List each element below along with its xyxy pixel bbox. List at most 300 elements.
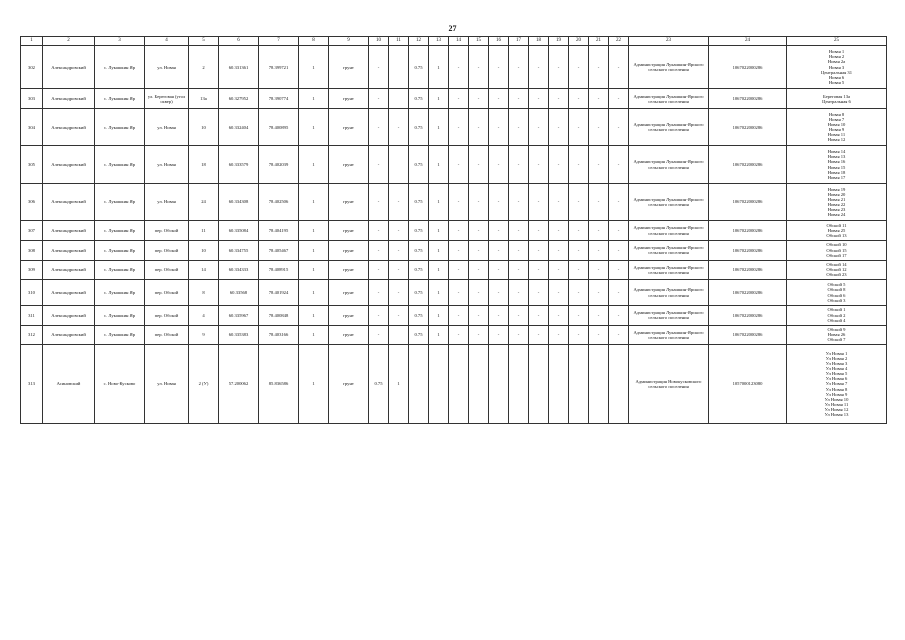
table-row	[21, 221, 887, 241]
column-number-cell: 13	[429, 37, 449, 46]
table-cell: -	[529, 240, 549, 260]
table-cell: 2	[189, 46, 219, 89]
table-cell: -	[389, 240, 409, 260]
address-line: Обской 10	[826, 242, 847, 248]
table-cell: 1	[429, 146, 449, 183]
table-cell: 1	[299, 240, 329, 260]
table-cell	[389, 146, 409, 183]
address-line: Ул Новая 1	[825, 350, 848, 356]
address-line: Ул Новая 5	[825, 371, 848, 377]
table-cell: -	[609, 46, 629, 89]
table-cell: -	[509, 183, 529, 220]
address-line: Новая 26	[827, 332, 846, 338]
address-line: Центральная 6	[822, 98, 851, 104]
table-cell: 1	[299, 280, 329, 306]
table-cell: с. Лукашкин Яр	[95, 46, 145, 89]
table-cell: -	[529, 325, 549, 345]
table-cell: -	[489, 305, 509, 325]
table-cell: -	[469, 280, 489, 306]
table-cell: Администрация Лукашкин-Ярского сельского поселения	[629, 146, 709, 183]
address-line: Новая 22	[827, 201, 846, 207]
table-cell	[429, 345, 449, 424]
table-cell: -	[589, 260, 609, 280]
column-number-cell: 9	[329, 37, 369, 46]
table-cell: 1	[299, 183, 329, 220]
table-cell: ул. Новая	[145, 183, 189, 220]
column-number-cell: 12	[409, 37, 429, 46]
table-cell: грунт	[329, 325, 369, 345]
column-number-cell: 18	[529, 37, 549, 46]
table-cell: -	[489, 221, 509, 241]
column-number-cell: 22	[609, 37, 629, 46]
address-line: Новая 7	[828, 116, 845, 122]
address-line: Обской 4	[827, 317, 846, 323]
table-cell: -	[569, 280, 589, 306]
table-cell: 309	[21, 260, 43, 280]
column-number-cell: 24	[709, 37, 787, 46]
table-cell: Александровский	[43, 260, 95, 280]
address-line: Обской 2	[827, 312, 846, 318]
address-line: Обской 6	[827, 292, 846, 298]
page-number: 27	[448, 24, 457, 33]
table-cell: Администрация Лукашкин-Ярского сельского поселения	[629, 183, 709, 220]
table-cell: 4	[189, 305, 219, 325]
table-cell: -	[369, 221, 389, 241]
addresses-cell	[787, 240, 887, 260]
table-cell: -	[449, 280, 469, 306]
address-line: Ул Новая 12	[824, 407, 849, 413]
table-cell: 0.75	[409, 108, 429, 145]
table-cell	[389, 89, 409, 109]
column-number-cell: 21	[589, 37, 609, 46]
table-cell: -	[569, 89, 589, 109]
table-cell: -	[589, 280, 609, 306]
table-cell: 1	[429, 221, 449, 241]
column-number-cell: 3	[95, 37, 145, 46]
table-cell: -	[449, 240, 469, 260]
table-cell: 1	[429, 280, 449, 306]
table-cell: Александровский	[43, 325, 95, 345]
table-cell: 1	[299, 89, 329, 109]
table-cell	[529, 345, 549, 424]
table-cell: 1057000123080	[709, 345, 787, 424]
table-cell: 307	[21, 221, 43, 241]
table-cell: -	[529, 221, 549, 241]
table-cell: -	[369, 305, 389, 325]
table-cell: грунт	[329, 345, 369, 424]
table-cell: грунт	[329, 280, 369, 306]
column-number-cell: 19	[549, 37, 569, 46]
table-cell: -	[569, 260, 589, 280]
table-cell: 1	[299, 260, 329, 280]
table-cell: -	[369, 183, 389, 220]
table-cell: -	[469, 146, 489, 183]
table-cell: 1067022000286	[709, 305, 787, 325]
address-line: Новая 18	[827, 169, 846, 175]
table-cell: грунт	[329, 240, 369, 260]
table-cell: -	[509, 325, 529, 345]
table-row	[21, 89, 887, 109]
table-cell: Администрация Лукашкин-Ярского сельского поселения	[629, 325, 709, 345]
address-line: Ул Новая 11	[824, 402, 849, 408]
address-line: Обской 1	[827, 307, 846, 313]
table-cell: -	[509, 46, 529, 89]
table-cell: -	[369, 46, 389, 89]
table-cell: -	[389, 221, 409, 241]
table-cell: 11	[189, 221, 219, 241]
table-cell: 60.335084	[219, 221, 259, 241]
table-cell: -	[549, 89, 569, 109]
table-cell: -	[469, 325, 489, 345]
table-cell: -	[549, 280, 569, 306]
column-number-cell: 25	[787, 37, 887, 46]
table-row	[21, 280, 887, 306]
table-cell: -	[609, 325, 629, 345]
address-line: Новая 16	[827, 159, 846, 165]
address-line: Новая 13	[827, 154, 846, 160]
table-cell: 313	[21, 345, 43, 424]
table-cell	[449, 345, 469, 424]
address-line: Новая 21	[827, 196, 846, 202]
address-line: Обской 5	[827, 282, 846, 288]
table-cell: -	[369, 260, 389, 280]
address-line: Новая 2	[828, 54, 845, 60]
table-cell: ул. Береговая (угол сквер)	[145, 89, 189, 109]
address-line: Ул Новая 8	[825, 386, 848, 392]
table-cell: Администрация Лукашкин-Ярского сельского поселения	[629, 108, 709, 145]
table-cell: 18	[189, 146, 219, 183]
table-cell: -	[489, 89, 509, 109]
addresses-cell	[787, 221, 887, 241]
addresses-cell	[787, 108, 887, 145]
table-cell: 14	[189, 260, 219, 280]
table-cell: пер. Обской	[145, 280, 189, 306]
table-cell: 0.75	[409, 325, 429, 345]
table-cell: 10	[189, 108, 219, 145]
table-cell: Александровский	[43, 305, 95, 325]
table-cell: Администрация Лукашкин-Ярского сельского поселения	[629, 89, 709, 109]
address-line: Новая 3	[828, 64, 845, 70]
table-cell: 60.331361	[219, 46, 259, 89]
table-cell: 1067022000286	[709, 240, 787, 260]
table-cell: -	[529, 46, 549, 89]
addresses-cell	[787, 280, 887, 306]
register-body	[21, 37, 887, 424]
address-line: Новая 19	[827, 186, 846, 192]
table-cell: 78.400895	[259, 108, 299, 145]
table-cell: грунт	[329, 89, 369, 109]
column-number-row	[21, 37, 887, 46]
table-cell: ул. Новая	[145, 146, 189, 183]
table-row	[21, 183, 887, 220]
table-cell: с. Ново-Кусково	[95, 345, 145, 424]
table-cell: 78.399721	[259, 46, 299, 89]
address-line: Ул Новая 9	[825, 391, 848, 397]
table-cell: 1	[299, 46, 329, 89]
table-cell: пер. Обской	[145, 305, 189, 325]
table-cell: -	[549, 46, 569, 89]
table-cell: -	[449, 305, 469, 325]
table-cell: с. Лукашкин Яр	[95, 325, 145, 345]
table-cell: ул. Новая	[145, 108, 189, 145]
table-cell: 1	[429, 305, 449, 325]
table-cell: Администрация Лукашкин-Ярского сельского поселения	[629, 260, 709, 280]
table-cell: -	[549, 108, 569, 145]
table-cell: 78.408915	[259, 260, 299, 280]
column-number-cell: 14	[449, 37, 469, 46]
table-cell: 1067022000286	[709, 89, 787, 109]
table-cell: -	[609, 280, 629, 306]
table-cell: -	[389, 280, 409, 306]
address-line: Обской 12	[826, 267, 847, 273]
table-cell: грунт	[329, 183, 369, 220]
table-cell: с. Лукашкин Яр	[95, 280, 145, 306]
address-line: Новая 11	[827, 132, 846, 138]
table-cell: -	[489, 260, 509, 280]
table-cell: Александровский	[43, 240, 95, 260]
table-cell: -	[529, 146, 549, 183]
register-sheet	[20, 36, 885, 424]
table-cell: -	[569, 221, 589, 241]
address-line: Новая 17	[827, 174, 846, 180]
table-cell: -	[529, 89, 549, 109]
table-cell: 1	[299, 325, 329, 345]
table-cell: с. Лукашкин Яр	[95, 221, 145, 241]
table-row	[21, 240, 887, 260]
table-cell: -	[549, 325, 569, 345]
address-line: Ул Новая 7	[825, 381, 848, 387]
table-cell: с. Лукашкин Яр	[95, 305, 145, 325]
table-cell: 24	[189, 183, 219, 220]
table-cell: 78.401924	[259, 280, 299, 306]
table-cell: -	[529, 183, 549, 220]
address-line: Центральная 31	[821, 69, 852, 75]
table-cell: -	[489, 108, 509, 145]
column-number-cell: 11	[389, 37, 409, 46]
table-cell	[469, 345, 489, 424]
address-line: Обской 14	[826, 262, 847, 268]
table-cell	[549, 345, 569, 424]
table-cell: 306	[21, 183, 43, 220]
table-cell: -	[569, 146, 589, 183]
table-cell: 1	[429, 108, 449, 145]
table-cell	[609, 345, 629, 424]
table-cell: 57.200062	[219, 345, 259, 424]
table-row	[21, 345, 887, 424]
table-cell: ул. Новая	[145, 345, 189, 424]
table-cell: 60.334308	[219, 183, 259, 220]
addresses-cell	[787, 345, 887, 424]
table-cell: 78.405467	[259, 240, 299, 260]
table-cell: 0.75	[409, 260, 429, 280]
table-cell: 78.402039	[259, 146, 299, 183]
table-cell: -	[529, 260, 549, 280]
table-cell: грунт	[329, 46, 369, 89]
table-row	[21, 46, 887, 89]
table-cell: -	[589, 221, 609, 241]
table-cell: -	[609, 146, 629, 183]
address-line: Новая 25	[827, 227, 846, 233]
table-cell: -	[509, 89, 529, 109]
table-cell: -	[569, 108, 589, 145]
table-cell: -	[609, 305, 629, 325]
table-cell: 1	[299, 221, 329, 241]
table-cell: Администрация Лукашкин-Ярского сельского поселения	[629, 221, 709, 241]
table-cell: 78.403166	[259, 325, 299, 345]
table-cell: -	[589, 46, 609, 89]
table-cell: Администрация Лукашкин-Ярского сельского поселения	[629, 305, 709, 325]
addresses-cell	[787, 325, 887, 345]
table-cell: Александровский	[43, 183, 95, 220]
table-cell: -	[489, 325, 509, 345]
table-cell: 60.333579	[219, 146, 259, 183]
table-cell: 1	[429, 260, 449, 280]
table-cell: пер. Обской	[145, 240, 189, 260]
table-cell: -	[489, 46, 509, 89]
table-cell	[589, 345, 609, 424]
table-row	[21, 305, 887, 325]
table-cell: 1	[299, 345, 329, 424]
table-cell: 308	[21, 240, 43, 260]
address-line: Обской 23	[826, 272, 847, 278]
table-cell: пер. Обской	[145, 221, 189, 241]
column-number-cell: 17	[509, 37, 529, 46]
table-cell: -	[569, 46, 589, 89]
table-cell: 0.75	[409, 221, 429, 241]
table-cell: -	[369, 240, 389, 260]
table-cell: грунт	[329, 260, 369, 280]
table-cell: с. Лукашкин Яр	[95, 260, 145, 280]
table-row	[21, 260, 887, 280]
table-cell: 1067022000286	[709, 146, 787, 183]
table-cell: 1067022000286	[709, 183, 787, 220]
table-cell: 60.335383	[219, 325, 259, 345]
table-cell: -	[449, 146, 469, 183]
table-cell: 60.334333	[219, 260, 259, 280]
table-cell: -	[509, 260, 529, 280]
table-cell: грунт	[329, 146, 369, 183]
table-row	[21, 146, 887, 183]
table-cell: -	[589, 305, 609, 325]
table-cell: Администрация Лукашкин-Ярского сельского поселения	[629, 46, 709, 89]
table-cell: 60.327952	[219, 89, 259, 109]
address-line: Новая 2а	[827, 59, 846, 65]
addresses-cell	[787, 89, 887, 109]
table-cell: -	[609, 108, 629, 145]
table-cell: 1067022000286	[709, 221, 787, 241]
table-cell: -	[389, 305, 409, 325]
column-number-cell: 20	[569, 37, 589, 46]
table-cell: 312	[21, 325, 43, 345]
table-cell: 0.75	[409, 305, 429, 325]
table-cell: Администрация Лукашкин-Ярского сельского поселения	[629, 280, 709, 306]
table-cell: Александровский	[43, 89, 95, 109]
table-cell: 78.400848	[259, 305, 299, 325]
table-cell: -	[549, 305, 569, 325]
table-cell: -	[489, 146, 509, 183]
table-cell: -	[369, 325, 389, 345]
table-cell: -	[509, 240, 529, 260]
table-cell: -	[449, 260, 469, 280]
table-cell: -	[489, 183, 509, 220]
table-cell: с. Лукашкин Яр	[95, 108, 145, 145]
table-cell: 0.75	[409, 146, 429, 183]
address-line: Новая 15	[827, 164, 846, 170]
column-number-cell: 7	[259, 37, 299, 46]
table-cell: -	[589, 325, 609, 345]
address-line: Новая 24	[827, 212, 846, 218]
table-cell: -	[469, 46, 489, 89]
table-cell: -	[549, 221, 569, 241]
table-cell: -	[469, 89, 489, 109]
table-cell: Александровский	[43, 221, 95, 241]
address-line: Новая 10	[827, 122, 846, 128]
table-row	[21, 108, 887, 145]
table-cell: -	[449, 221, 469, 241]
table-cell: -	[449, 325, 469, 345]
table-cell: 0.75	[409, 240, 429, 260]
address-line: Обской 15	[826, 247, 847, 253]
address-line: Обской 11	[826, 222, 847, 228]
table-cell: 311	[21, 305, 43, 325]
table-cell: -	[449, 89, 469, 109]
column-number-cell: 23	[629, 37, 709, 46]
table-cell: -	[469, 260, 489, 280]
table-cell: с. Лукашкин Яр	[95, 183, 145, 220]
table-cell: 1	[299, 146, 329, 183]
column-number-cell: 6	[219, 37, 259, 46]
table-cell: -	[509, 280, 529, 306]
table-cell: 78.390774	[259, 89, 299, 109]
address-line: Новая 8	[828, 111, 845, 117]
address-line: Ул Новая 10	[824, 396, 849, 402]
table-cell: -	[589, 146, 609, 183]
table-cell: 85.836586	[259, 345, 299, 424]
table-cell: 0.75	[409, 280, 429, 306]
table-cell: Администрация Новокусковского сельского поселения	[629, 345, 709, 424]
table-cell: -	[369, 146, 389, 183]
table-cell: 60.335967	[219, 305, 259, 325]
address-line: Обской 9	[827, 327, 846, 333]
table-cell: 60.334755	[219, 240, 259, 260]
table-cell: 1067022000286	[709, 280, 787, 306]
table-cell: -	[589, 108, 609, 145]
table-cell: 1067022000286	[709, 108, 787, 145]
table-cell	[409, 345, 429, 424]
table-cell: -	[569, 325, 589, 345]
address-line: Новая 23	[827, 207, 846, 213]
table-cell: -	[609, 260, 629, 280]
table-cell: -	[469, 108, 489, 145]
table-cell: 1	[429, 46, 449, 89]
table-cell: -	[449, 108, 469, 145]
table-cell: -	[369, 108, 389, 145]
table-cell: -	[529, 280, 549, 306]
table-cell: -	[569, 240, 589, 260]
address-line: Ул Новая 13	[824, 412, 849, 418]
column-number-cell: 5	[189, 37, 219, 46]
table-cell: -	[369, 280, 389, 306]
table-cell: -	[529, 108, 549, 145]
table-cell	[489, 345, 509, 424]
table-cell: 1	[429, 183, 449, 220]
table-cell: -	[549, 183, 569, 220]
table-cell: 310	[21, 280, 43, 306]
table-cell: 0.75	[409, 89, 429, 109]
address-line: Обской 7	[827, 337, 846, 343]
table-cell: 60.332404	[219, 108, 259, 145]
column-number-cell: 16	[489, 37, 509, 46]
